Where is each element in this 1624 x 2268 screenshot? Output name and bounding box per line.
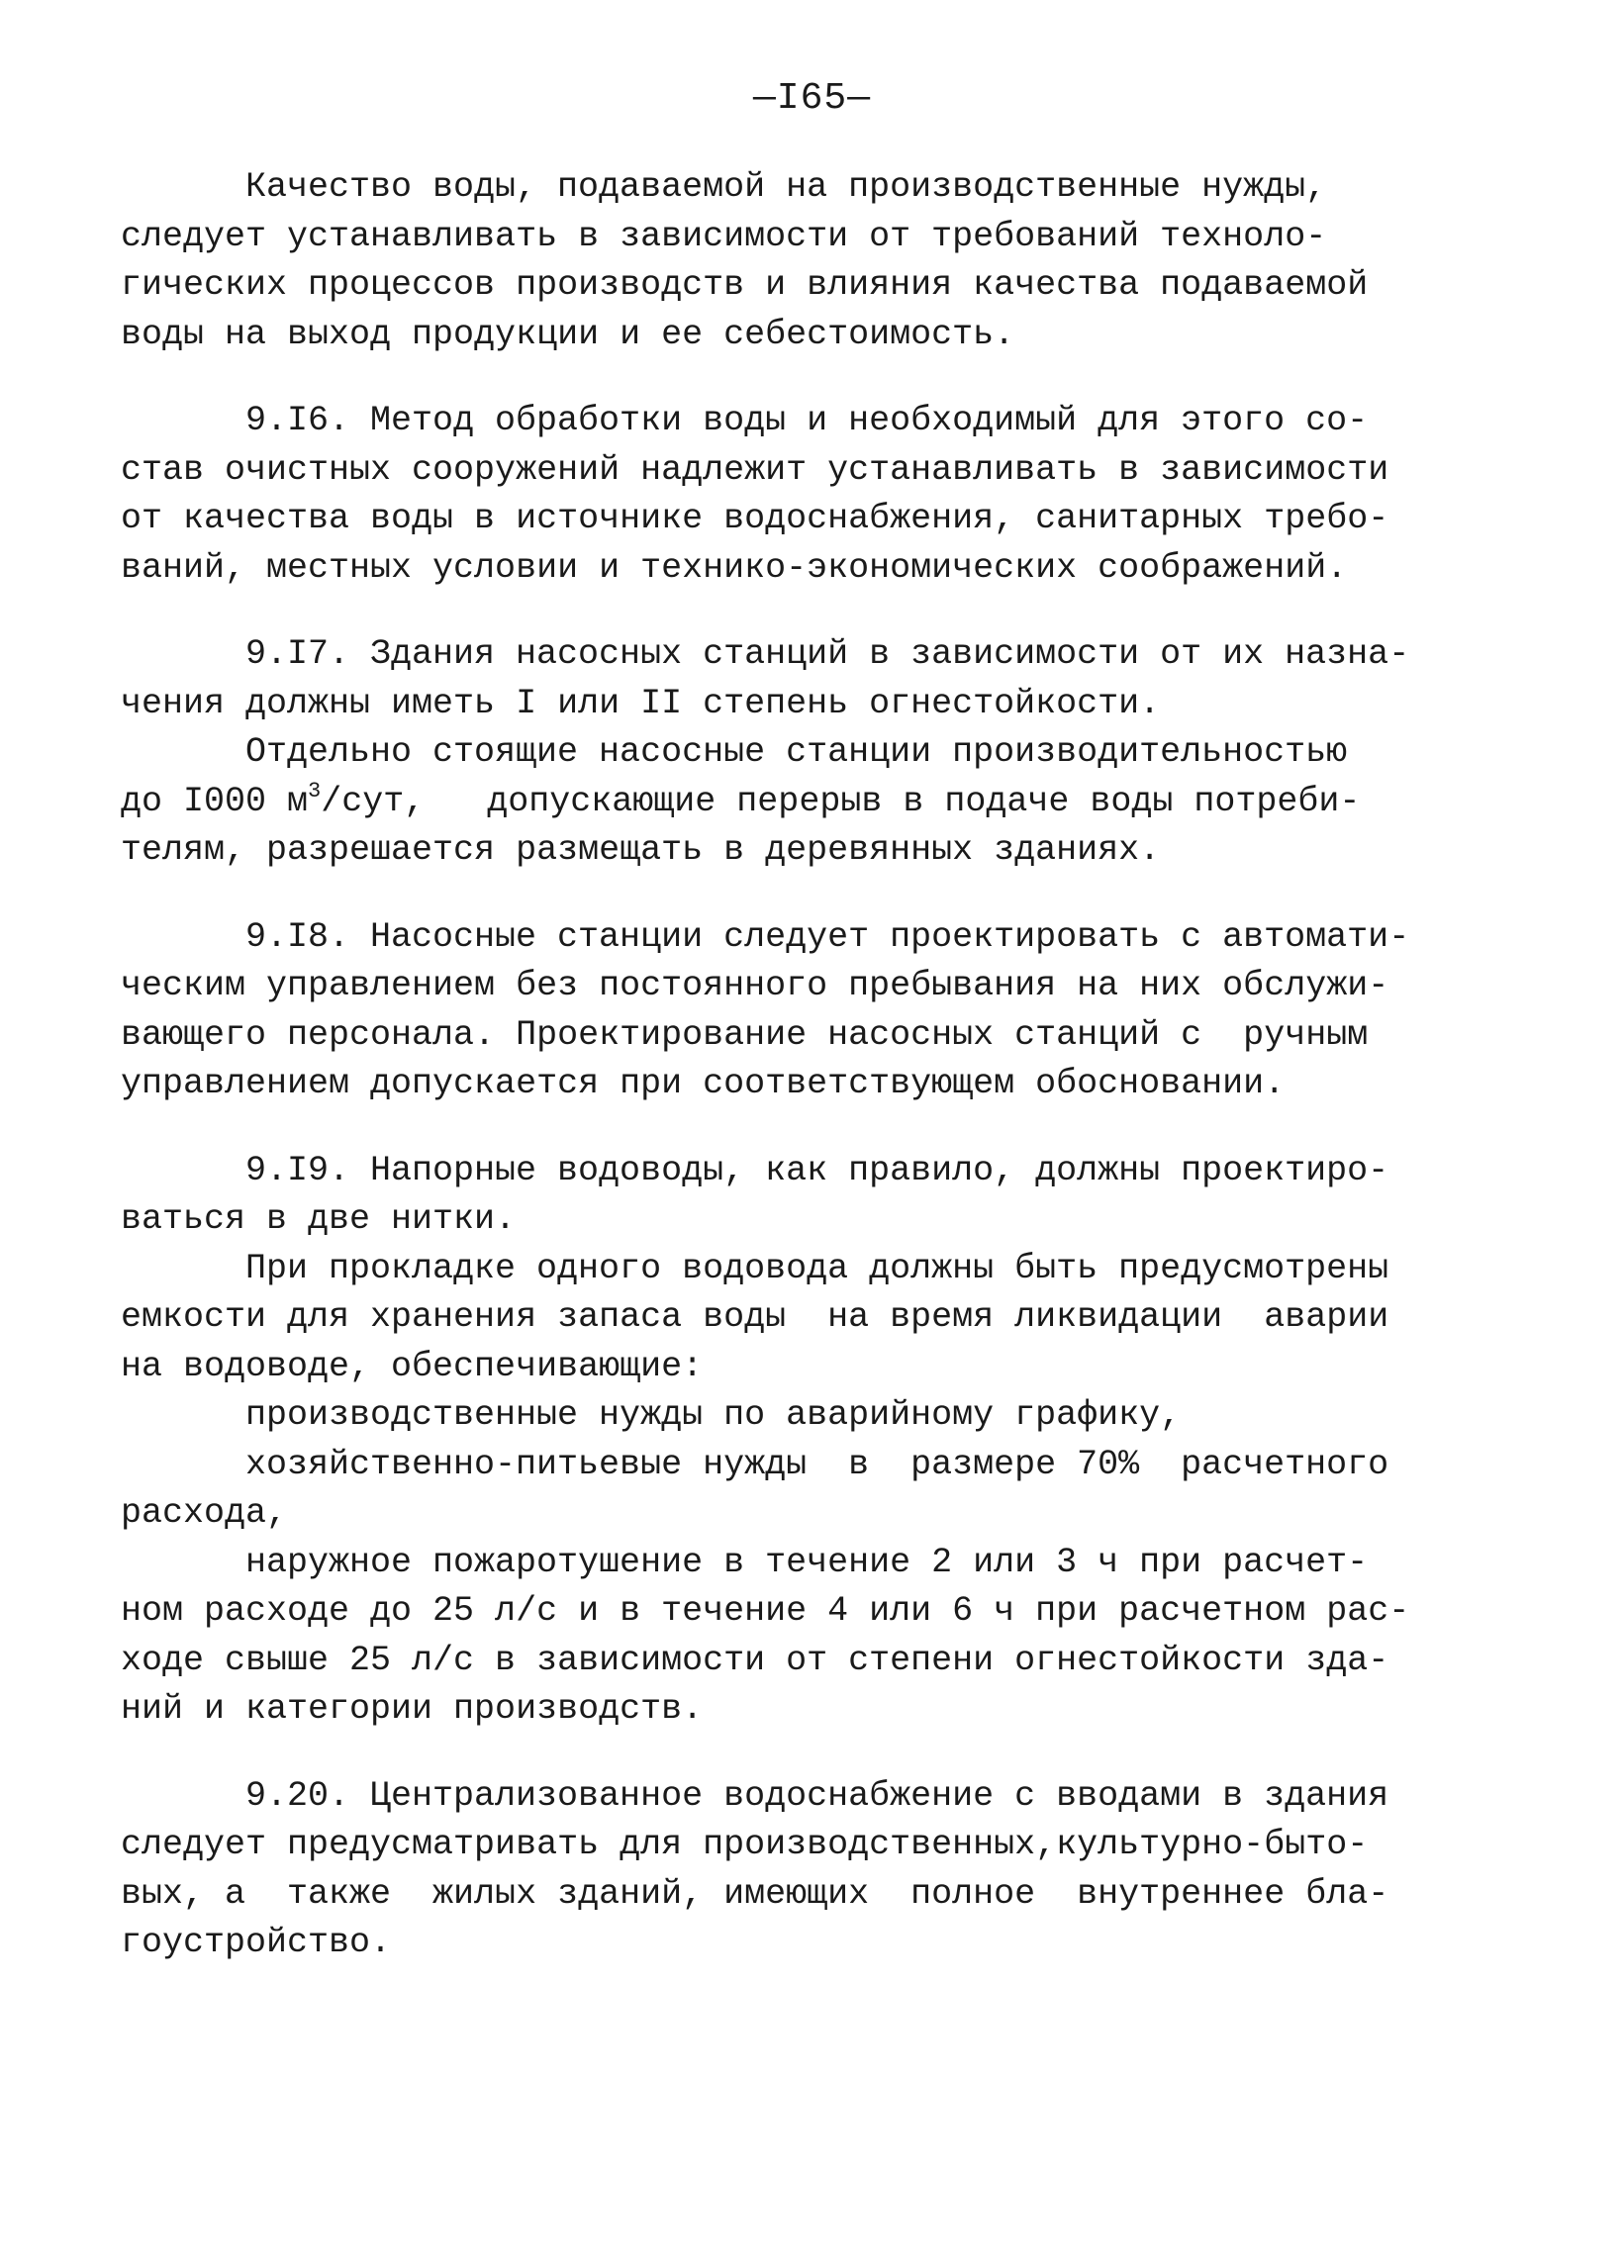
text-line-capacity	[121, 778, 1407, 827]
section-9-17	[121, 630, 1410, 876]
page-number: —I65—	[752, 77, 872, 120]
document-body	[121, 163, 1410, 1968]
paragraph-gap	[121, 1109, 1407, 1147]
text-line: 9.I7. Здания насосных станций в зависимости от их назна-	[245, 634, 1410, 674]
text-line: ходе свыше 25 л/с в зависимости от степени огнестойкости зда-	[121, 1640, 1389, 1680]
text-line: 9.I9. Напорные водоводы, как правило, должны проектиро-	[245, 1150, 1389, 1190]
section-9-16	[121, 397, 1407, 593]
text-line: управлением допускается при соответствующем обосновании.	[121, 1064, 1286, 1103]
section-9-19	[121, 1147, 1410, 1735]
text-line: чения должны иметь I или II степень огнестойкости.	[121, 683, 1161, 723]
text-line: 9.I6. Метод обработки воды и необходимый для этого со-	[245, 401, 1369, 440]
text-line: Отдельно стоящие насосные станции производительностью	[245, 732, 1348, 772]
text-line: на водоводе, обеспечивающие:	[121, 1346, 704, 1386]
text-line: хозяйственно-питьевые нужды в размере 70% расчетного	[245, 1444, 1389, 1484]
text-line: Качество воды, подаваемой на производственные нужды,	[245, 167, 1327, 207]
capacity-prefix: до I000 м	[121, 781, 309, 821]
capacity-exponent: 3	[308, 778, 322, 803]
intro-paragraph	[121, 163, 1407, 359]
text-line: вых, а также жилых зданий, имеющих полное внутреннее бла-	[121, 1873, 1389, 1914]
text-line: наружное пожаротушение в течение 2 или 3 ч при расчет-	[245, 1542, 1369, 1582]
text-line: вающего персонала. Проектирование насосных станций с ручным	[121, 1014, 1369, 1055]
text-line: емкости для хранения запаса воды на время ликвидации аварии	[121, 1297, 1389, 1337]
paragraph-gap	[121, 1735, 1407, 1772]
text-line: ваться в две нитки.	[121, 1199, 517, 1239]
text-line: ческим управлением без постоянного пребывания на них обслужи-	[121, 966, 1389, 1005]
text-line: телям, разрешается размещать в деревянных зданиях.	[121, 830, 1161, 870]
paragraph-gap	[121, 593, 1407, 630]
text-line: При прокладке одного водовода должны быть предусмотрены	[245, 1248, 1389, 1288]
paragraph-gap	[121, 359, 1407, 397]
section-9-18	[121, 913, 1410, 1109]
text-line: следует устанавливать в зависимости от требований техноло-	[121, 216, 1327, 256]
text-line: ном расходе до 25 л/с и в течение 4 или 6 ч при расчетном рас-	[121, 1591, 1410, 1631]
text-line: от качества воды в источнике водоснабжения, санитарных требо-	[121, 499, 1389, 538]
text-line: гических процессов производств и влияния качества подаваемой	[121, 265, 1369, 305]
text-line: расхода,	[121, 1493, 288, 1533]
text-line: 9.I8. Насосные станции следует проектировать с автомати-	[245, 916, 1410, 957]
capacity-suffix: /сут, допускающие перерыв в подаче воды потреби-	[321, 781, 1361, 821]
paragraph-gap	[121, 876, 1407, 913]
text-line: производственные нужды по аварийному графику,	[245, 1395, 1182, 1435]
text-line: гоустройство.	[121, 1923, 392, 1962]
section-9-20	[121, 1772, 1407, 1968]
text-line: ваний, местных условии и технико-экономических соображений.	[121, 547, 1348, 588]
text-line: воды на выход продукции и ее себестоимость.	[121, 314, 1015, 354]
text-line: 9.20. Централизованное водоснабжение с вводами в здания	[245, 1775, 1389, 1816]
text-line: следует предусматривать для производственных,культурно-быто-	[121, 1825, 1369, 1864]
text-line: ний и категории производств.	[121, 1689, 704, 1729]
text-line: став очистных сооружений надлежит устанавливать в зависимости	[121, 449, 1389, 490]
